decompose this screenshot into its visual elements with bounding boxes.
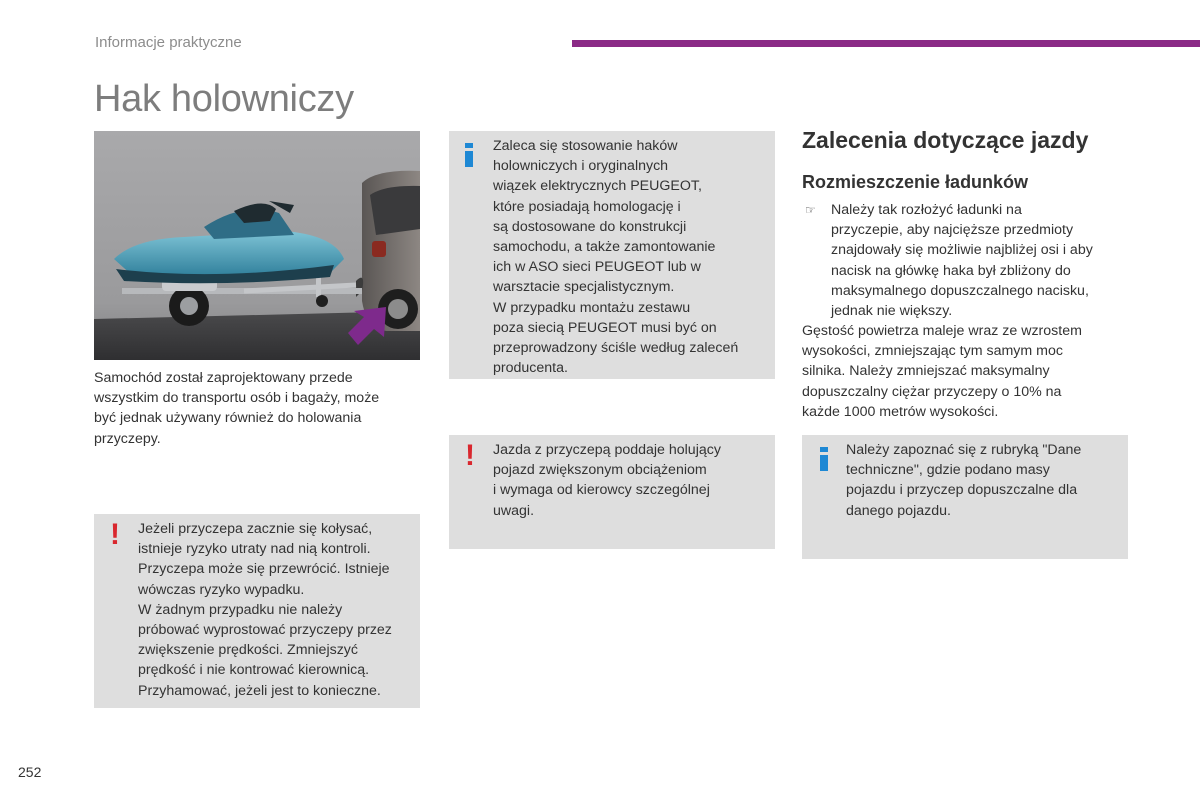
intro-line: wszystkim do transportu osób i bagaży, może <box>94 390 380 407</box>
page-title: Hak holowniczy <box>94 78 354 120</box>
info-line: holowniczych i oryginalnych <box>493 158 669 175</box>
info-line: poza siecią PEUGEOT musi być on <box>493 319 717 336</box>
info-line: producenta. <box>493 360 568 377</box>
intro-line: przyczepy. <box>94 430 161 447</box>
warning-line: zwiększenie prędkości. Zmniejszyć <box>138 642 358 659</box>
info-line: danego pojazdu. <box>846 502 951 519</box>
info-line: W przypadku montażu zestawu <box>493 299 691 316</box>
bullet-line: jednak nie większy. <box>831 303 953 320</box>
info-line: pojazdu i przyczep dopuszczalne dla <box>846 482 1078 499</box>
header-accent-bar <box>572 40 1200 47</box>
warning-line: pojazd zwiększonym obciążeniom <box>493 462 707 479</box>
warning-icon: ! <box>110 518 120 551</box>
intro-paragraph <box>94 368 379 449</box>
intro-line: być jednak używany również do holowania <box>94 410 362 427</box>
info-icon <box>820 447 828 471</box>
bullet-line: nacisk na główkę haka był zbliżony do <box>831 262 1071 279</box>
info-text <box>846 440 1081 521</box>
info-line: są dostosowane do konstrukcji <box>493 218 687 235</box>
paragraph-line: silnika. Należy zmniejszać maksymalny <box>802 363 1050 380</box>
warning-line: Jazda z przyczepą poddaje holujący <box>493 442 721 458</box>
warning-line: Przyczepa może się przewrócić. Istnieje <box>138 561 390 578</box>
warning-line: prędkość i nie kontrować kierownicą. <box>138 662 370 679</box>
warning-line: uwagi. <box>493 502 535 519</box>
altitude-paragraph <box>802 321 1082 422</box>
warning-text <box>138 519 392 701</box>
bullet-line: maksymalnego dopuszczalnego nacisku, <box>831 282 1089 299</box>
warning-line: i wymaga od kierowcy szczególnej <box>493 482 710 499</box>
paragraph-line: dopuszczalny ciężar przyczepy o 10% na <box>802 383 1062 400</box>
info-line: Zaleca się stosowanie haków <box>493 138 678 154</box>
info-line: samochodu, a także zamontowanie <box>493 239 716 256</box>
info-line: które posiadają homologację i <box>493 198 681 215</box>
warning-line: W żadnym przypadku nie należy <box>138 601 343 618</box>
warning-text <box>493 440 721 521</box>
info-line: wiązek elektrycznych PEUGEOT, <box>493 178 702 195</box>
info-icon <box>465 143 473 167</box>
intro-line: Samochód został zaprojektowany przede <box>94 370 353 386</box>
warning-line: próbować wyprostować przyczepy przez <box>138 622 392 639</box>
bullet-marker: ☞ <box>805 203 816 217</box>
paragraph-line: Gęstość powietrza maleje wraz ze wzrostem <box>802 323 1082 339</box>
info-line: warsztacie specjalistycznym. <box>493 279 675 296</box>
info-line: techniczne", gdzie podano masy <box>846 462 1050 479</box>
warning-line: istnieje ryzyko utraty nad nią kontroli. <box>138 541 371 558</box>
warning-box-load <box>449 435 775 549</box>
warning-box-sway <box>94 514 420 708</box>
paragraph-line: każde 1000 metrów wysokości. <box>802 403 999 420</box>
info-line: ich w ASO sieci PEUGEOT lub w <box>493 259 701 276</box>
section-label: Informacje praktyczne <box>95 34 242 51</box>
bullet-line: przyczepie, aby najcięższe przedmioty <box>831 222 1074 239</box>
bullet-line: znajdowały się możliwie najbliżej osi i aby <box>831 242 1093 259</box>
paragraph-line: wysokości, zmniejszając tym samym moc <box>802 343 1063 360</box>
bullet-line: Należy tak rozłożyć ładunki na <box>831 202 1022 218</box>
warning-line: wówczas ryzyko wypadku. <box>138 581 305 598</box>
info-box-peugeot-hooks <box>449 131 775 379</box>
warning-line: Jeżeli przyczepa zacznie się kołysać, <box>138 521 373 537</box>
warning-line: Przyhamować, jeżeli jest to konieczne. <box>138 682 381 699</box>
info-line: Należy zapoznać się z rubryką "Dane <box>846 442 1082 458</box>
page-number: 252 <box>18 764 42 780</box>
driving-heading: Zalecenia dotyczące jazdy <box>802 127 1089 153</box>
info-line: przeprowadzony ściśle według zaleceń <box>493 340 739 357</box>
load-subheading: Rozmieszczenie ładunków <box>802 172 1029 192</box>
load-bullet-text <box>831 200 1093 321</box>
info-text <box>493 136 738 378</box>
warning-icon: ! <box>465 439 475 472</box>
jet-ski-trailer-towing-illustration <box>94 131 420 360</box>
info-box-technical-data <box>802 435 1128 559</box>
